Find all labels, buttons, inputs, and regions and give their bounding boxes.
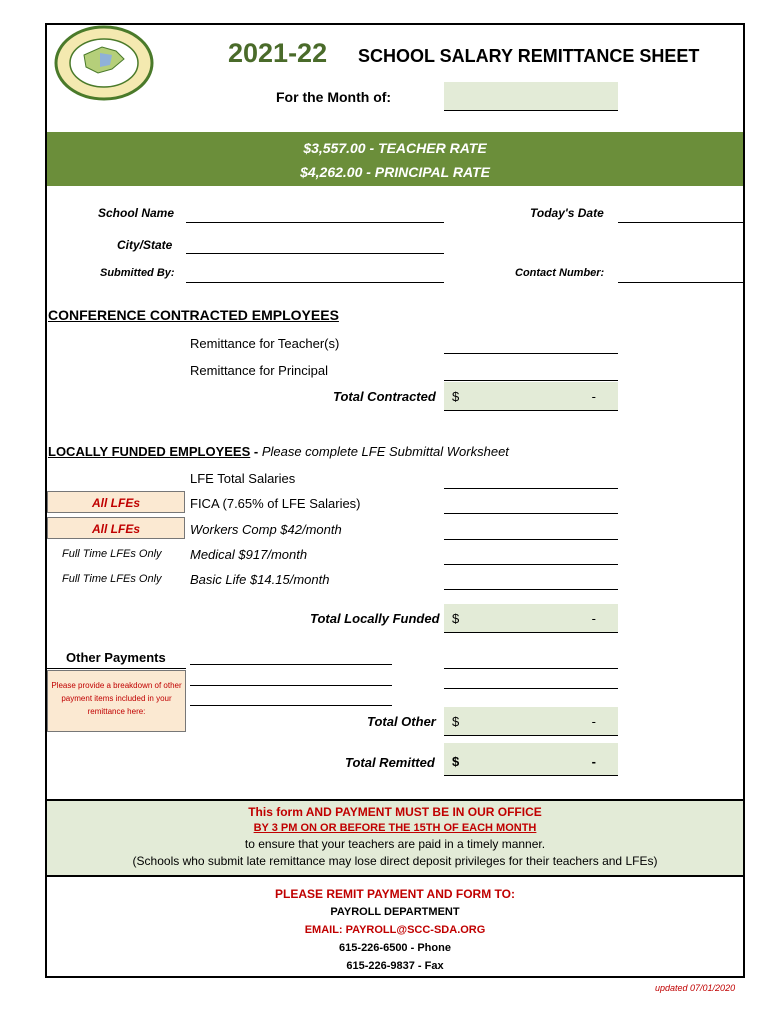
fica-label: FICA (7.65% of LFE Salaries) bbox=[190, 496, 361, 511]
total-contracted-value: - bbox=[591, 389, 596, 404]
form-title: SCHOOL SALARY REMITTANCE SHEET bbox=[358, 46, 700, 66]
currency-sign: $ bbox=[452, 754, 460, 769]
other-divider bbox=[47, 668, 186, 669]
form-year: 2021-22 bbox=[228, 38, 328, 68]
principal-remittance-field[interactable] bbox=[444, 380, 618, 381]
teacher-rate: $3,557.00 - TEACHER RATE bbox=[303, 140, 487, 156]
medical-field[interactable] bbox=[444, 564, 618, 565]
todays-date-label: Today's Date bbox=[530, 206, 604, 220]
other-note: Please provide a breakdown of other payment items included in your remittance here: bbox=[47, 670, 186, 732]
todays-date-field[interactable] bbox=[618, 222, 744, 223]
other-heading: Other Payments bbox=[66, 650, 166, 665]
tag-full-time: Full Time LFEs Only bbox=[62, 548, 162, 560]
other-amount-field-1[interactable] bbox=[444, 668, 618, 669]
notice-line-2: BY 3 PM ON OR BEFORE THE 15TH OF EACH MONTH bbox=[253, 822, 537, 834]
total-remitted-value: - bbox=[591, 754, 596, 769]
total-other-box bbox=[444, 707, 618, 736]
school-name-field[interactable] bbox=[186, 222, 444, 223]
total-contracted-box bbox=[444, 382, 618, 411]
total-local-box bbox=[444, 604, 618, 633]
teacher-remittance-field[interactable] bbox=[444, 353, 618, 354]
basic-life-field[interactable] bbox=[444, 589, 618, 590]
total-other-label: Total Other bbox=[367, 714, 436, 729]
school-name-label: School Name bbox=[98, 206, 175, 220]
currency-sign: $ bbox=[452, 389, 460, 404]
workers-comp-field[interactable] bbox=[444, 539, 618, 540]
remit-line-2: PAYROLL DEPARTMENT bbox=[330, 906, 460, 918]
notice-line-1: This form AND PAYMENT MUST BE IN OUR OFFICE bbox=[248, 805, 542, 819]
total-local-value: - bbox=[591, 611, 596, 626]
remit-email[interactable]: EMAIL: PAYROLL@SCC-SDA.ORG bbox=[304, 924, 486, 936]
submitted-by-field[interactable] bbox=[186, 282, 444, 283]
remit-fax: 615-226-9837 - Fax bbox=[346, 960, 444, 972]
remit-phone: 615-226-6500 - Phone bbox=[339, 942, 451, 954]
fica-field[interactable] bbox=[444, 513, 618, 514]
remit-info bbox=[47, 885, 743, 975]
basic-life-label: Basic Life $14.15/month bbox=[190, 572, 330, 587]
remit-line-1: PLEASE REMIT PAYMENT AND FORM TO: bbox=[274, 887, 515, 901]
other-desc-field-3[interactable] bbox=[190, 705, 392, 706]
tag-all-lfes: All LFEs bbox=[47, 491, 185, 513]
medical-label: Medical $917/month bbox=[190, 547, 308, 562]
month-input[interactable] bbox=[444, 82, 618, 111]
deadline-notice bbox=[47, 799, 743, 877]
teacher-remittance-label: Remittance for Teacher(s) bbox=[190, 336, 340, 351]
city-state-field[interactable] bbox=[186, 253, 444, 254]
workers-comp-label: Workers Comp $42/month bbox=[190, 522, 342, 537]
notice-line-3: to ensure that your teachers are paid in a timely manner. bbox=[244, 837, 546, 851]
local-heading-row bbox=[48, 444, 509, 459]
tag-full-time-2: Full Time LFEs Only bbox=[62, 573, 162, 585]
local-heading: LOCALLY FUNDED EMPLOYEES bbox=[48, 444, 251, 459]
total-remitted-label: Total Remitted bbox=[345, 755, 435, 770]
city-state-label: City/State bbox=[117, 238, 173, 252]
notice-line-4: (Schools who submit late remittance may lose direct deposit privileges for their teachers and LFEs) bbox=[132, 854, 658, 868]
local-heading-sep: - bbox=[250, 444, 262, 459]
updated-date: updated 07/01/2020 bbox=[655, 983, 736, 993]
contact-number-field[interactable] bbox=[618, 282, 744, 283]
tag-all-lfes-2: All LFEs bbox=[47, 517, 185, 539]
month-label: For the Month of: bbox=[276, 89, 392, 105]
other-amount-field-2[interactable] bbox=[444, 688, 618, 689]
conference-logo bbox=[54, 25, 154, 101]
total-contracted-label: Total Contracted bbox=[333, 389, 436, 404]
other-desc-field-2[interactable] bbox=[190, 685, 392, 686]
lfe-salaries-label: LFE Total Salaries bbox=[190, 471, 296, 486]
lfe-salaries-field[interactable] bbox=[444, 488, 618, 489]
principal-remittance-label: Remittance for Principal bbox=[190, 363, 328, 378]
other-desc-field-1[interactable] bbox=[190, 664, 392, 665]
total-remitted-box bbox=[444, 743, 618, 776]
local-heading-note: Please complete LFE Submittal Worksheet bbox=[261, 444, 509, 459]
principal-rate: $4,262.00 - PRINCIPAL RATE bbox=[300, 164, 490, 180]
currency-sign: $ bbox=[452, 611, 460, 626]
contracted-heading: CONFERENCE CONTRACTED EMPLOYEES bbox=[48, 307, 339, 323]
total-local-label: Total Locally Funded bbox=[310, 611, 440, 626]
rate-banner bbox=[47, 132, 743, 186]
currency-sign: $ bbox=[452, 714, 460, 729]
submitted-by-label: Submitted By: bbox=[100, 267, 175, 279]
contact-number-label: Contact Number: bbox=[515, 267, 605, 279]
total-other-value: - bbox=[591, 714, 596, 729]
